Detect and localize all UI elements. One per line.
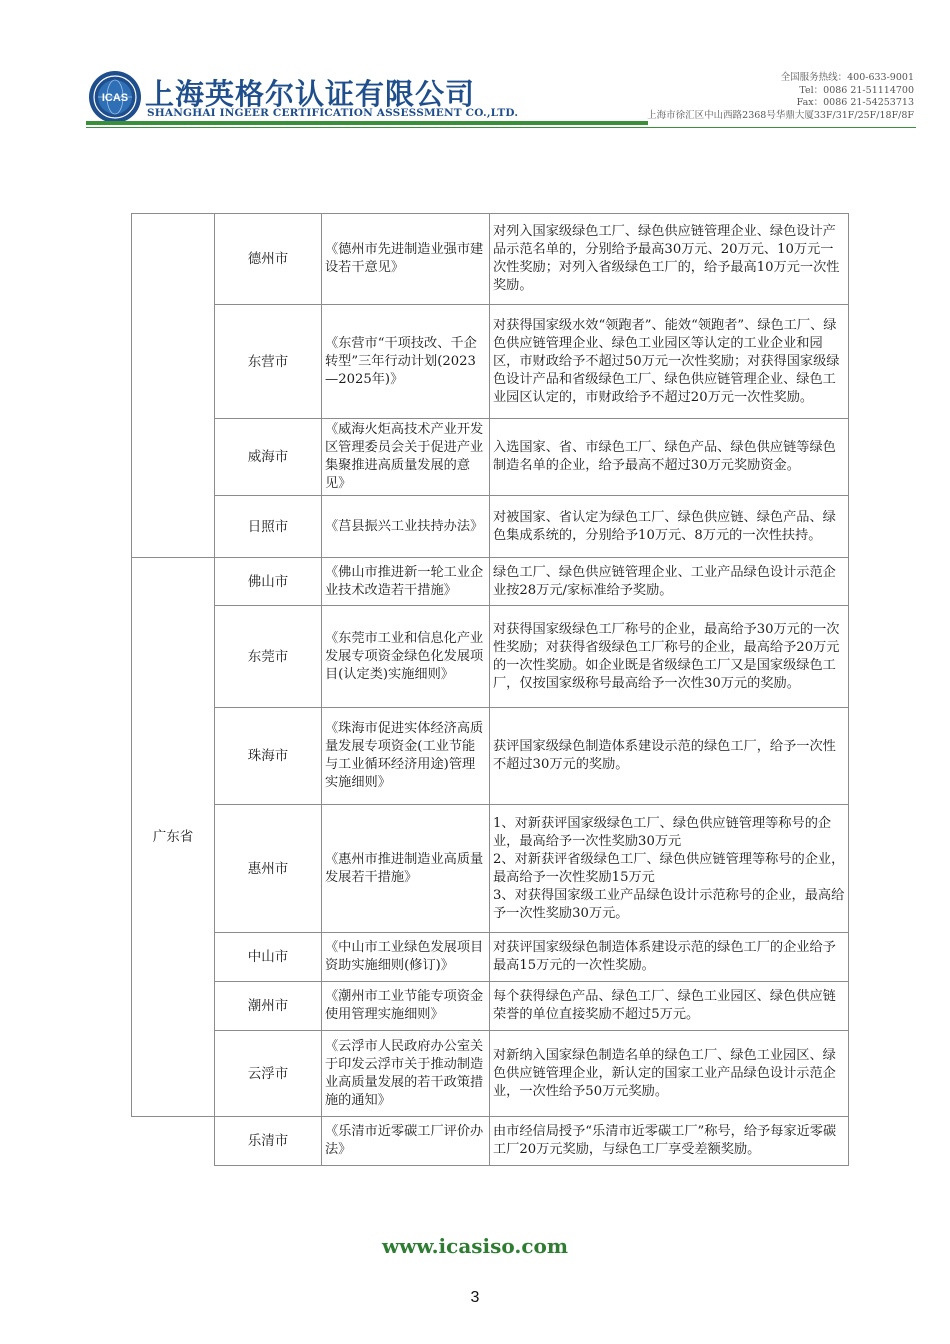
city-cell: 云浮市: [215, 1031, 322, 1117]
policy-cell: 《佛山市推进新一轮工业企业技术改造若干措施》: [322, 558, 490, 606]
table-row: [132, 982, 849, 1031]
policy-cell: 《潮州市工业节能专项资金使用管理实施细则》: [322, 982, 490, 1031]
policy-cell: 《云浮市人民政府办公室关于印发云浮市关于推动制造业高质量发展的若干政策措施的通知》: [322, 1031, 490, 1117]
city-cell: 珠海市: [215, 708, 322, 805]
policy-cell: 《德州市先进制造业强市建设若干意见》: [322, 214, 490, 305]
city-cell: 佛山市: [215, 558, 322, 606]
city-cell: 惠州市: [215, 805, 322, 933]
desc-cell: 每个获得绿色产品、绿色工厂、绿色工业园区、绿色供应链荣誉的单位直接奖励不超过5万元。: [490, 982, 849, 1031]
page-number: 3: [470, 1289, 480, 1306]
header-divider-thick: [86, 121, 648, 125]
desc-cell: 绿色工厂、绿色供应链管理企业、工业产品绿色设计示范企业按28万元/家标准给予奖励。: [490, 558, 849, 606]
hotline-text: 全国服务热线：400-633-9001: [780, 72, 914, 83]
table-row: [132, 496, 849, 558]
website-url: www.icasiso.com: [381, 1234, 569, 1258]
policy-cell: 《乐清市近零碳工厂评价办法》: [322, 1117, 490, 1166]
company-name-cn: 上海英格尔认证有限公司: [145, 77, 476, 111]
city-cell: 乐清市: [215, 1117, 322, 1166]
policy-cell: 《东营市“干项技改、千企转型”三年行动计划(2023—2025年)》: [322, 305, 490, 419]
policy-cell: 《中山市工业绿色发展项目资助实施细则(修订)》: [322, 933, 490, 982]
table-row: [132, 305, 849, 419]
desc-cell: 获评国家级绿色制造体系建设示范的绿色工厂，给予一次性不超过30万元的奖励。: [490, 708, 849, 805]
table-row: [132, 805, 849, 933]
table-row: [132, 708, 849, 805]
tel-text: Tel：0086 21-51114700: [799, 84, 914, 96]
city-cell: 日照市: [215, 496, 322, 558]
desc-cell: 对获得国家级水效“领跑者”、能效“领跑者”、绿色工厂、绿色供应链管理企业、绿色工业园区等认定的工业企业和园区，市财政给予不超过50万元一次性奖励；对获得国家级绿色设计产品和省级绿色工厂、绿色供应链管理企业、绿色工业园区认定的，市财政给予不超过20万元一次性奖励。: [490, 305, 849, 419]
city-cell: 中山市: [215, 933, 322, 982]
city-cell: 东营市: [215, 305, 322, 419]
policy-cell: 《珠海市促进实体经济高质量发展专项资金(工业节能与工业循环经济用途)管理实施细则》: [322, 708, 490, 805]
policy-cell: 《东莞市工业和信息化产业发展专项资金绿色化发展项目(认定类)实施细则》: [322, 606, 490, 708]
table-row: [132, 933, 849, 982]
desc-cell: 对列入国家级绿色工厂、绿色供应链管理企业、绿色设计产品示范名单的，分别给予最高30万元、20万元、10万元一次性奖励；对列入省级绿色工厂的，给予最高10万元一次性奖励。: [490, 214, 849, 305]
policy-cell: 《威海火炬高技术产业开发区管理委员会关于促进产业集聚推进高质量发展的意见》: [322, 419, 490, 496]
table-row: [132, 606, 849, 708]
desc-cell: 对获得国家级绿色工厂称号的企业，最高给予30万元的一次性奖励；对获得省级绿色工厂称号的企业，最高给予20万元的一次性奖励。如企业既是省级绿色工厂又是国家级绿色工厂，仅按国家级称号最高给予一次性30万元的奖励。: [490, 606, 849, 708]
city-cell: 潮州市: [215, 982, 322, 1031]
desc-cell: 对新纳入国家绿色制造名单的绿色工厂、绿色工业园区、绿色供应链管理企业，新认定的国家工业产品绿色设计示范企业，一次性给予50万元奖励。: [490, 1031, 849, 1117]
table-row: [132, 419, 849, 496]
desc-cell: 1、对新获评国家级绿色工厂、绿色供应链管理等称号的企业，最高给予一次性奖励30万元 2、对新获评省级绿色工厂、绿色供应链管理等称号的企业，最高给予一次性奖励15万元 3、对获得国家级工业产品绿色设计示范称号的企业，最高给予一次性奖励30万元。: [490, 805, 849, 933]
city-cell: 德州市: [215, 214, 322, 305]
desc-cell: 对被国家、省认定为绿色工厂、绿色供应链、绿色产品、绿色集成系统的，分别给予10万元、8万元的一次性扶持。: [490, 496, 849, 558]
page-header: [0, 0, 950, 140]
company-name-en: SHANGHAI INGEER CERTIFICATION ASSESSMENT CO.,LTD.: [147, 107, 519, 119]
city-cell: 威海市: [215, 419, 322, 496]
policy-cell: 《莒县振兴工业扶持办法》: [322, 496, 490, 558]
address-text: 上海市徐汇区中山西路2368号华鼎大厦33F/31F/25F/18F/8F: [647, 109, 914, 121]
desc-cell: 入选国家、省、市绿色工厂、绿色产品、绿色供应链等绿色制造名单的企业，给予最高不超过30万元奖励资金。: [490, 419, 849, 496]
logo-text: ICAS: [101, 92, 129, 104]
fax-text: Fax：0086 21-54253713: [796, 97, 914, 108]
desc-cell: 对获评国家级绿色制造体系建设示范的绿色工厂的企业给予最高15万元的一次性奖励。: [490, 933, 849, 982]
province-cell: [132, 214, 215, 558]
table-row: [132, 214, 849, 305]
desc-cell: 由市经信局授予“乐清市近零碳工厂”称号，给予每家近零碳工厂20万元奖励，与绿色工厂享受差额奖励。: [490, 1117, 849, 1166]
province-cell: 广东省: [132, 558, 215, 1117]
province-cell: [132, 1117, 215, 1166]
header-divider-thin: [86, 127, 916, 128]
table-row: [132, 558, 849, 606]
contact-block: [647, 72, 914, 122]
icas-logo: [88, 70, 142, 124]
city-cell: 东莞市: [215, 606, 322, 708]
subsidy-policy-table: [131, 213, 849, 1166]
table-row: [132, 1031, 849, 1117]
table-row: [132, 1117, 849, 1166]
policy-cell: 《惠州市推进制造业高质量发展若干措施》: [322, 805, 490, 933]
